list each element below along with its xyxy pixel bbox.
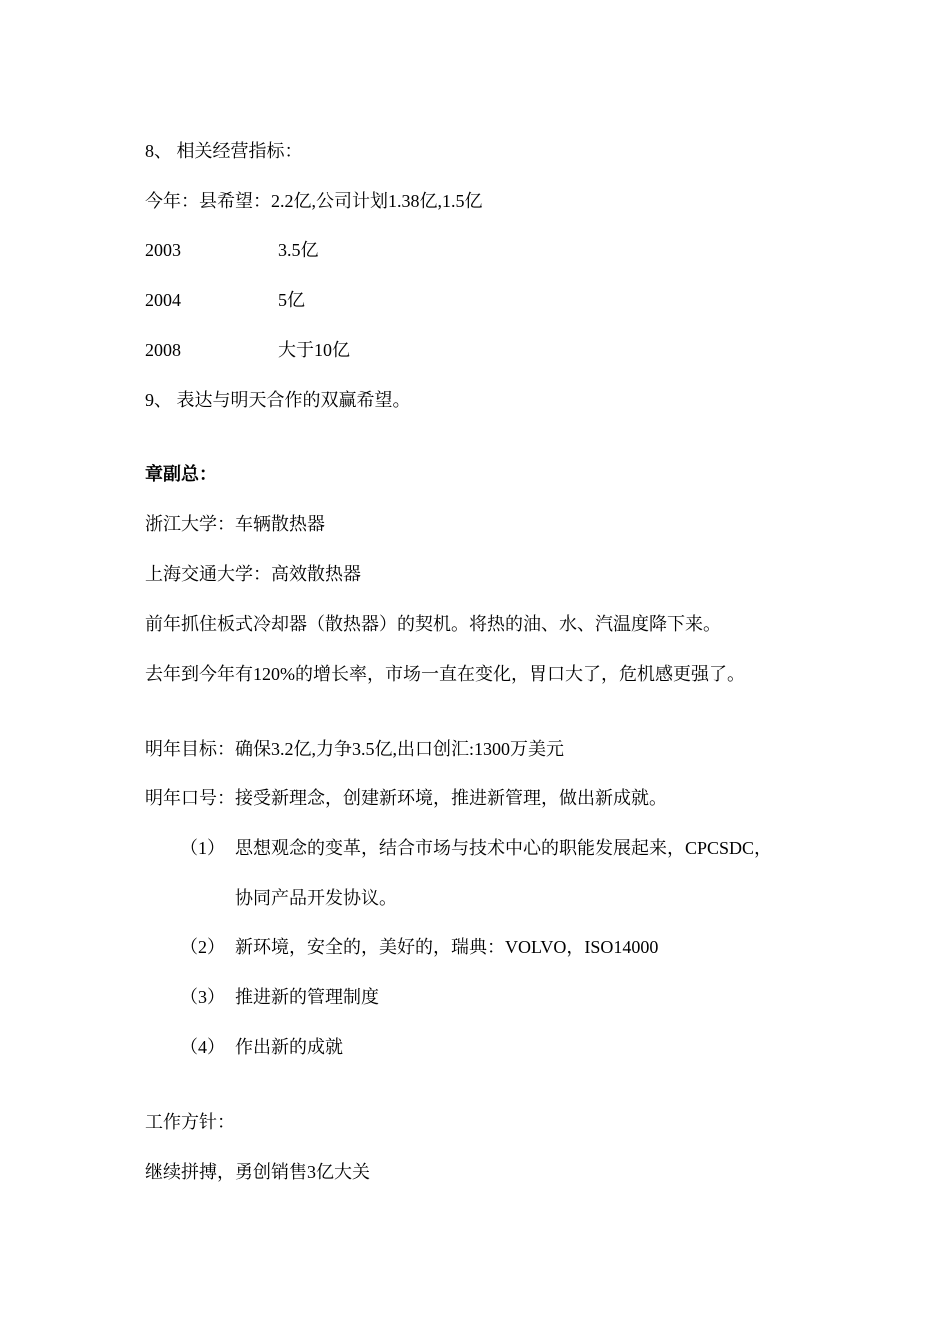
this-year-targets: 今年：县希望：2.2亿,公司计划1.38亿,1.5亿 (145, 191, 483, 211)
list-item (180, 985, 379, 1009)
list-item-text: 思想观念的变革，结合市场与技术中心的职能发展起来，CPCSDC， (235, 838, 773, 858)
year-label: 2008 (145, 340, 181, 360)
year-row (145, 288, 305, 312)
list-item-continuation: 协同产品开发协议。 (235, 888, 397, 908)
zhang-line: 上海交通大学：高效散热器 (145, 564, 361, 584)
year-row (145, 338, 350, 362)
policy-text: 继续拼搏，勇创销售3亿大关 (145, 1162, 370, 1182)
list-item-number: （3） (180, 987, 225, 1007)
year-row (145, 238, 319, 262)
list-item-number: （2） (180, 937, 225, 957)
next-year-slogan: 明年口号：接受新理念，创建新环境，推进新管理，做出新成就。 (145, 788, 667, 808)
list-item (180, 836, 772, 860)
list-item-text: 作出新的成就 (235, 1037, 343, 1057)
section-9-text: 9、 表达与明天合作的双赢希望。 (145, 390, 411, 410)
list-item-text: 推进新的管理制度 (235, 987, 379, 1007)
year-label: 2004 (145, 290, 181, 310)
year-value: 5亿 (278, 290, 305, 310)
list-item-text: 新环境，安全的，美好的，瑞典：VOLVO，ISO14000 (235, 937, 659, 957)
list-item-number: （4） (180, 1037, 225, 1057)
zhang-line: 去年到今年有120%的增长率，市场一直在变化，胃口大了，危机感更强了。 (145, 664, 745, 684)
next-year-target: 明年目标：确保3.2亿,力争3.5亿,出口创汇:1300万美元 (145, 739, 564, 759)
year-value: 3.5亿 (278, 240, 319, 260)
list-item-number: （1） (180, 838, 225, 858)
year-value: 大于10亿 (278, 340, 350, 360)
zhang-line: 前年抓住板式冷却器（散热器）的契机。将热的油、水、汽温度降下来。 (145, 614, 721, 634)
year-label: 2003 (145, 240, 181, 260)
zhang-heading: 章副总： (145, 464, 217, 484)
list-item (180, 1035, 343, 1059)
zhang-line: 浙江大学：车辆散热器 (145, 514, 325, 534)
list-item (180, 935, 658, 959)
section-8-heading: 8、 相关经营指标： (145, 141, 303, 161)
policy-heading: 工作方针： (145, 1112, 235, 1132)
